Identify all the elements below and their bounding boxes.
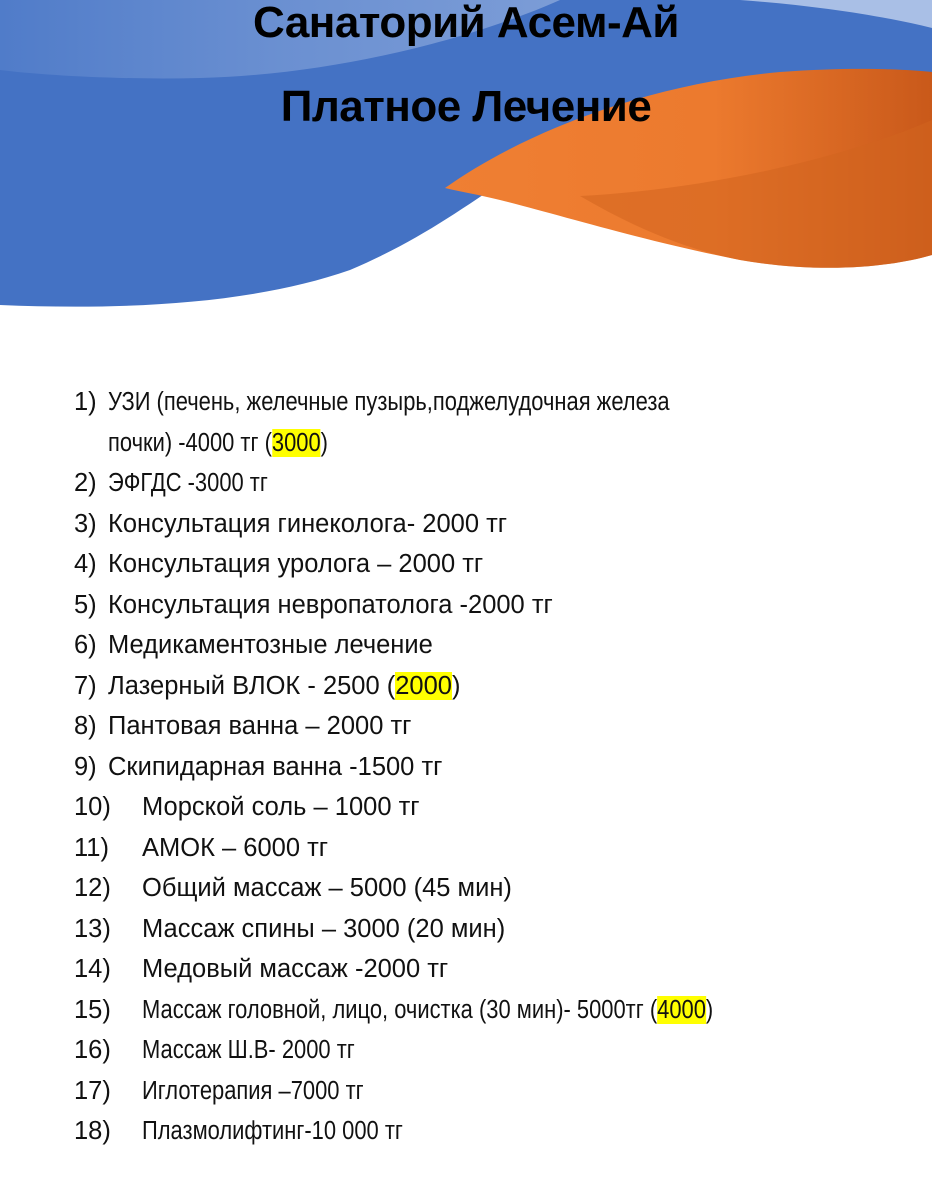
- page-title: Санаторий Асем-Ай: [253, 0, 679, 47]
- list-item: 6) Медикаментозные лечение: [74, 625, 914, 666]
- item-text: Иглотерапия –7000 тг: [142, 1076, 364, 1105]
- item-text: Консультация гинеколога- 2000 тг: [108, 509, 508, 538]
- list-item: 5) Консультация невропатолога -2000 тг: [74, 585, 914, 626]
- list-item: 11) АМОК – 6000 тг: [74, 828, 914, 869]
- services-list: [74, 382, 914, 1152]
- list-item: 16) Массаж Ш.В- 2000 тг: [74, 1030, 914, 1071]
- item-text: Консультация невропатолога -2000 тг: [108, 590, 553, 619]
- list-item: 9) Скипидарная ванна -1500 тг: [74, 747, 914, 788]
- item-text: Скипидарная ванна -1500 тг: [108, 752, 443, 781]
- list-item: 2) ЭФГДС -3000 тг: [74, 463, 914, 504]
- list-item: 15) Массаж головной, лицо, очистка (30 мин)- 5000тг (4000): [74, 995, 714, 1024]
- list-item: 13) Массаж спины – 3000 (20 мин): [74, 909, 914, 950]
- item-text: Массаж Ш.В- 2000 тг: [142, 1036, 355, 1064]
- item-text: Плазмолифтинг-10 000 тг: [142, 1117, 403, 1145]
- list-item: 17) Иглотерапия –7000 тг: [74, 1071, 914, 1112]
- list-item: 12) Общий массаж – 5000 (45 мин): [74, 868, 914, 909]
- page-subtitle: Платное Лечение: [280, 82, 652, 131]
- item-text: Пантовая ванна – 2000 тг: [108, 712, 412, 740]
- header-wave-graphic: [0, 0, 932, 320]
- item-text: ЭФГДС -3000 тг: [108, 469, 268, 497]
- list-item: 7) Лазерный ВЛОК - 2500 (2000): [74, 671, 461, 700]
- list-item: 8) Пантовая ванна – 2000 тг: [74, 706, 914, 747]
- item-text: Общий массаж – 5000 (45 мин): [142, 874, 512, 902]
- item-text: Медикаментозные лечение: [108, 631, 433, 659]
- list-item: 3) Консультация гинеколога- 2000 тг: [74, 504, 914, 545]
- list-item: 14) Медовый массаж -2000 тг: [74, 949, 914, 990]
- item-number: 1): [74, 388, 97, 416]
- item-text: Морской соль – 1000 тг: [142, 793, 420, 821]
- item-text: Массаж спины – 3000 (20 мин): [142, 914, 506, 943]
- highlighted-price: 3000: [271, 428, 321, 457]
- list-item: [74, 382, 914, 423]
- list-item-continuation: почки) -4000 тг (3000): [108, 428, 328, 457]
- item-text: АМОК – 6000 тг: [142, 833, 329, 862]
- item-text: Медовый массаж -2000 тг: [142, 955, 449, 983]
- highlighted-price: 2000: [395, 671, 452, 700]
- item-text: Консультация уролога – 2000 тг: [108, 550, 484, 578]
- list-item: 18) Плазмолифтинг-10 000 тг: [74, 1111, 914, 1152]
- list-item: 4) Консультация уролога – 2000 тг: [74, 544, 914, 585]
- highlighted-price: 4000: [657, 995, 706, 1024]
- list-item: 10) Морской соль – 1000 тг: [74, 787, 914, 828]
- item-text: УЗИ (печень, желечные пузырь,поджелудочная железа: [108, 388, 670, 416]
